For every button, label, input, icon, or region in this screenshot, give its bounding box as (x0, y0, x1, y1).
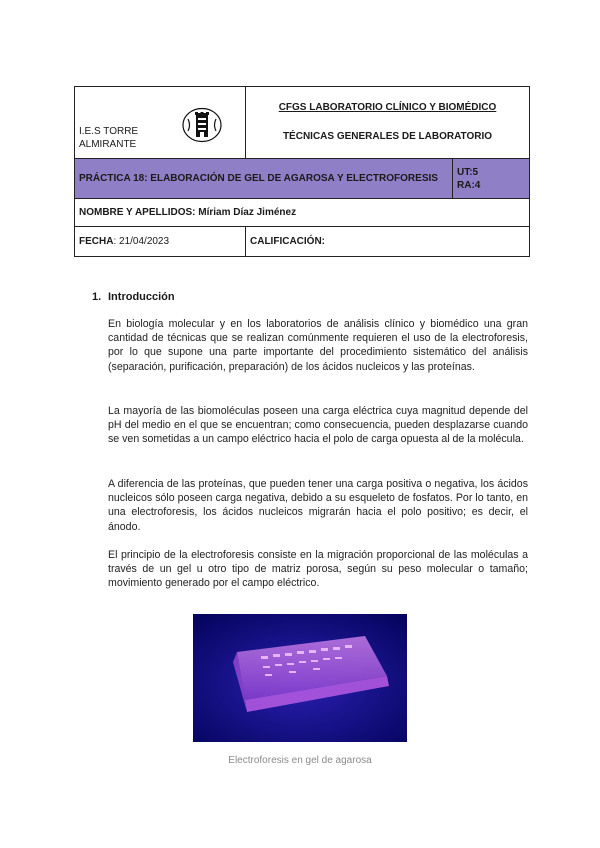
paragraph: El principio de la electroforesis consiste en la migración proporcional de las moléculas a través de un gel u otro tipo de matriz porosa, según su peso molecular o tamaño; movimiento generado por el campo eléctrico. (108, 549, 528, 590)
ut-ra-cell (453, 159, 530, 199)
paragraph: En biología molecular y en los laboratorios de análisis clínico y biomédico una gran cantidad de técnicas que se realizan comúnmente requieren el uso de la electroforesis, por lo que supone una parte importante del procedimiento sistemático del análisis (separación, purificación, preparación) de los ácidos nucleicos y las proteínas. (108, 318, 528, 373)
section-title: Introducción (108, 291, 175, 303)
grade-label: CALIFICACIÓN: (246, 227, 530, 257)
date-value: : 21/04/2023 (113, 236, 170, 247)
figure-caption: Electroforesis en gel de agarosa (228, 755, 372, 766)
section-number: 1. (92, 291, 102, 303)
practice-title: PRÁCTICA 18: ELABORACIÓN DE GEL DE AGAROSA Y ELECTROFORESIS (75, 159, 453, 199)
date-label: FECHA (79, 236, 114, 247)
gel-photo (193, 614, 407, 742)
ut-label: UT:5 (457, 166, 479, 178)
course-cell (246, 87, 530, 159)
school-cell (75, 87, 246, 159)
paragraph: La mayoría de las biomoléculas poseen una carga eléctrica cuya magnitud depende del pH del medio en el que se encuentran; como consecuencia, pueden desplazarse cuando se ven sometidas a un campo eléctrico hacia el polo de carga opuesta al de la molécula. (108, 405, 528, 446)
school-name: I.E.S TORRE ALMIRANTE (79, 126, 139, 150)
ra-label: RA:4 (457, 179, 481, 191)
header-table (74, 86, 530, 257)
course-title: CFGS LABORATORIO CLÍNICO Y BIOMÉDICO (278, 101, 497, 113)
paragraph: A diferencia de las proteínas, que pueden tener una carga positiva o negativa, los ácidos nucleicos sólo poseen carga negativa, debido a su esqueleto de fosfatos. Por lo tanto, en una electroforesis, los ácidos nucleicos migrarán hacia el polo positivo; es decir, el ánodo. (108, 478, 528, 533)
school-emblem-icon (182, 107, 222, 143)
date-cell (75, 227, 246, 257)
gel-image (193, 614, 407, 742)
course-subject: TÉCNICAS GENERALES DE LABORATORIO (282, 130, 493, 142)
student-name: NOMBRE Y APELLIDOS: Míriam Díaz Jiménez (75, 199, 530, 227)
section-heading (92, 291, 175, 303)
